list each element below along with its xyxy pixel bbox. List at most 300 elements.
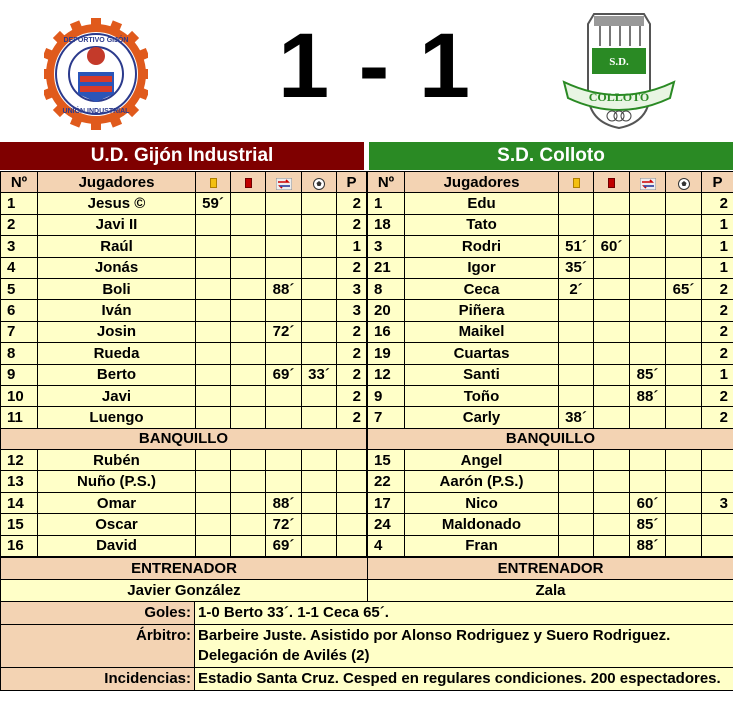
red-card-minute xyxy=(594,471,630,492)
red-card-minute xyxy=(594,514,630,535)
coaches-table xyxy=(0,557,733,602)
substitution-icon xyxy=(276,177,292,189)
player-points xyxy=(702,471,733,492)
referee-label: Árbitro: xyxy=(1,625,195,668)
goal-minute xyxy=(302,343,337,364)
bench-heading: BANQUILLO xyxy=(368,428,733,449)
yellow-card-icon xyxy=(573,178,580,188)
yellow-card-minute: 2´ xyxy=(559,278,594,299)
home-team-name: U.D. Gijón Industrial xyxy=(0,142,364,170)
player-name: Oscar xyxy=(38,514,196,535)
away-roster-table xyxy=(367,171,733,557)
player-row xyxy=(368,257,733,278)
goal-minute: 65´ xyxy=(666,278,702,299)
player-name: Aarón (P.S.) xyxy=(405,471,559,492)
player-number: 15 xyxy=(1,514,38,535)
svg-text:COLLOTO: COLLOTO xyxy=(588,90,650,104)
player-name: Boli xyxy=(38,278,196,299)
red-card-minute xyxy=(231,278,266,299)
red-column-header xyxy=(231,172,266,193)
substitution-minute: 85´ xyxy=(630,364,666,385)
goal-minute xyxy=(666,236,702,257)
home-coach-name: Javier González xyxy=(1,580,368,602)
yellow-card-minute xyxy=(559,514,594,535)
yellow-card-minute xyxy=(196,236,231,257)
player-number: 3 xyxy=(368,236,405,257)
player-number: 6 xyxy=(1,300,38,321)
red-card-minute xyxy=(231,257,266,278)
player-name: Omar xyxy=(38,492,196,513)
player-row xyxy=(368,193,733,214)
player-name: Josin xyxy=(38,321,196,342)
player-points: 1 xyxy=(702,364,733,385)
player-name: Toño xyxy=(405,385,559,406)
player-name: Rueda xyxy=(38,343,196,364)
substitution-minute xyxy=(630,278,666,299)
scoreboard xyxy=(265,15,485,117)
player-name: Tato xyxy=(405,214,559,235)
substitution-minute xyxy=(630,257,666,278)
yellow-card-minute: 38´ xyxy=(559,407,594,428)
player-name: Cuartas xyxy=(405,343,559,364)
home-score: 1 xyxy=(277,15,332,117)
yellow-card-minute xyxy=(559,471,594,492)
player-points: 2 xyxy=(702,278,733,299)
goal-minute xyxy=(302,236,337,257)
points-column-header: P xyxy=(337,172,367,193)
player-name: Raúl xyxy=(38,236,196,257)
player-number: 4 xyxy=(1,257,38,278)
goal-minute xyxy=(666,193,702,214)
yellow-card-minute xyxy=(196,385,231,406)
player-number: 20 xyxy=(368,300,405,321)
player-number: 21 xyxy=(368,257,405,278)
roster-column-header xyxy=(1,172,367,193)
player-points: 2 xyxy=(337,407,367,428)
goal-minute xyxy=(302,450,337,471)
player-row xyxy=(368,471,733,492)
score-separator: - xyxy=(358,15,392,117)
goal-minute xyxy=(666,450,702,471)
red-card-minute xyxy=(231,385,266,406)
points-column-header: P xyxy=(702,172,733,193)
substitution-minute: 88´ xyxy=(630,385,666,406)
substitution-minute xyxy=(266,407,302,428)
player-points xyxy=(337,514,367,535)
yellow-card-minute xyxy=(196,321,231,342)
referee-value xyxy=(195,625,733,668)
player-points: 2 xyxy=(337,257,367,278)
yellow-card-minute xyxy=(559,300,594,321)
player-name: Maldonado xyxy=(405,514,559,535)
red-card-minute xyxy=(231,193,266,214)
svg-text:UNIÓN INDUSTRIAL: UNIÓN INDUSTRIAL xyxy=(62,108,130,115)
red-card-minute xyxy=(594,450,630,471)
player-points xyxy=(702,514,733,535)
yellow-card-minute: 35´ xyxy=(559,257,594,278)
goal-minute xyxy=(302,514,337,535)
player-row xyxy=(368,214,733,235)
goal-minute xyxy=(302,471,337,492)
goal-minute xyxy=(302,257,337,278)
red-card-minute xyxy=(231,471,266,492)
substitution-minute xyxy=(630,471,666,492)
player-number: 12 xyxy=(1,450,38,471)
red-card-minute xyxy=(594,407,630,428)
player-points: 3 xyxy=(702,492,733,513)
player-number: 1 xyxy=(368,193,405,214)
svg-text:DEPORTIVO GIJÓN: DEPORTIVO GIJÓN xyxy=(63,37,129,44)
goal-minute xyxy=(666,300,702,321)
goal-minute xyxy=(666,471,702,492)
player-row xyxy=(368,300,733,321)
match-details-table xyxy=(0,601,733,691)
yellow-card-minute xyxy=(559,364,594,385)
substitution-minute xyxy=(266,214,302,235)
player-points: 2 xyxy=(337,364,367,385)
player-name: Rubén xyxy=(38,450,196,471)
player-name: Iván xyxy=(38,300,196,321)
player-points: 2 xyxy=(702,300,733,321)
player-points: 2 xyxy=(702,343,733,364)
player-row xyxy=(1,535,367,556)
yellow-card-minute xyxy=(196,300,231,321)
substitution-minute: 72´ xyxy=(266,321,302,342)
substitution-minute xyxy=(266,193,302,214)
goal-minute xyxy=(666,385,702,406)
yellow-card-minute xyxy=(196,535,231,556)
red-card-minute xyxy=(594,535,630,556)
player-row xyxy=(1,471,367,492)
yellow-card-minute: 59´ xyxy=(196,193,231,214)
player-number: 18 xyxy=(368,214,405,235)
player-row xyxy=(1,300,367,321)
red-card-minute xyxy=(231,236,266,257)
goal-minute xyxy=(302,300,337,321)
yellow-card-minute xyxy=(196,364,231,385)
player-number: 15 xyxy=(368,450,405,471)
player-row xyxy=(368,278,733,299)
substitution-minute: 88´ xyxy=(266,492,302,513)
player-row xyxy=(1,364,367,385)
player-number: 9 xyxy=(368,385,405,406)
away-coach-name: Zala xyxy=(368,580,733,602)
goal-minute xyxy=(666,321,702,342)
player-name: Santi xyxy=(405,364,559,385)
red-card-minute xyxy=(231,407,266,428)
yellow-card-minute xyxy=(196,257,231,278)
substitution-minute: 85´ xyxy=(630,514,666,535)
yellow-column-header xyxy=(559,172,594,193)
svg-text:S.D.: S.D. xyxy=(609,56,629,68)
player-row xyxy=(1,450,367,471)
home-roster-table xyxy=(0,171,367,557)
red-card-minute xyxy=(231,321,266,342)
player-row xyxy=(1,385,367,406)
player-number: 10 xyxy=(1,385,38,406)
player-points: 2 xyxy=(702,321,733,342)
player-points xyxy=(702,450,733,471)
red-card-minute xyxy=(231,364,266,385)
goals-value: 1-0 Berto 33´. 1-1 Ceca 65´. xyxy=(195,602,733,625)
yellow-card-minute xyxy=(196,343,231,364)
player-row xyxy=(1,257,367,278)
red-column-header xyxy=(594,172,630,193)
goal-minute xyxy=(302,385,337,406)
sub-column-header xyxy=(630,172,666,193)
yellow-card-minute xyxy=(559,450,594,471)
red-card-minute xyxy=(594,364,630,385)
substitution-minute xyxy=(630,300,666,321)
player-name: Rodri xyxy=(405,236,559,257)
player-number: 7 xyxy=(368,407,405,428)
player-row xyxy=(368,535,733,556)
goal-minute xyxy=(302,193,337,214)
yellow-card-minute xyxy=(196,514,231,535)
player-number: 4 xyxy=(368,535,405,556)
ball-column-header xyxy=(302,172,337,193)
goal-minute xyxy=(302,407,337,428)
goal-minute xyxy=(666,492,702,513)
yellow-card-minute: 51´ xyxy=(559,236,594,257)
yellow-card-minute xyxy=(559,492,594,513)
player-number: 8 xyxy=(368,278,405,299)
player-row xyxy=(368,514,733,535)
player-row xyxy=(368,343,733,364)
player-number: 8 xyxy=(1,343,38,364)
player-row xyxy=(1,236,367,257)
away-score: 1 xyxy=(418,15,473,117)
player-name: Maikel xyxy=(405,321,559,342)
substitution-minute xyxy=(630,407,666,428)
red-card-minute xyxy=(594,257,630,278)
yellow-card-minute xyxy=(559,193,594,214)
goal-minute xyxy=(666,407,702,428)
player-row xyxy=(1,321,367,342)
substitution-minute xyxy=(630,321,666,342)
player-points: 1 xyxy=(702,257,733,278)
yellow-card-minute xyxy=(196,471,231,492)
player-number: 9 xyxy=(1,364,38,385)
ball-icon xyxy=(678,177,690,189)
player-number: 16 xyxy=(368,321,405,342)
goals-label: Goles: xyxy=(1,602,195,625)
player-points: 2 xyxy=(337,321,367,342)
yellow-card-minute xyxy=(559,214,594,235)
red-card-minute xyxy=(231,300,266,321)
player-points: 2 xyxy=(702,193,733,214)
red-card-minute xyxy=(231,450,266,471)
red-card-minute xyxy=(594,193,630,214)
player-number: 5 xyxy=(1,278,38,299)
referee-line-1: Barbeire Juste. Asistido por Alonso Rodriguez y Suero Rodriguez. xyxy=(198,627,671,644)
substitution-minute xyxy=(630,450,666,471)
gijon-industrial-crest xyxy=(44,12,148,136)
player-row xyxy=(1,492,367,513)
player-points: 3 xyxy=(337,300,367,321)
player-name: Piñera xyxy=(405,300,559,321)
players-column-header: Jugadores xyxy=(405,172,559,193)
player-number: 13 xyxy=(1,471,38,492)
player-row xyxy=(1,514,367,535)
yellow-column-header xyxy=(196,172,231,193)
substitution-minute xyxy=(266,343,302,364)
goal-minute xyxy=(666,535,702,556)
red-card-icon xyxy=(608,178,615,188)
red-card-minute xyxy=(594,385,630,406)
substitution-minute xyxy=(266,471,302,492)
player-points: 2 xyxy=(337,214,367,235)
yellow-card-minute xyxy=(196,278,231,299)
player-name: Jonás xyxy=(38,257,196,278)
player-number: 19 xyxy=(368,343,405,364)
player-name: David xyxy=(38,535,196,556)
player-number: 22 xyxy=(368,471,405,492)
player-points: 1 xyxy=(702,214,733,235)
goal-minute xyxy=(666,343,702,364)
player-row xyxy=(368,492,733,513)
player-number: 2 xyxy=(1,214,38,235)
player-row xyxy=(368,321,733,342)
player-number: 12 xyxy=(368,364,405,385)
red-card-minute xyxy=(594,343,630,364)
player-points xyxy=(337,471,367,492)
red-card-minute xyxy=(594,321,630,342)
goal-minute xyxy=(666,514,702,535)
substitution-minute: 69´ xyxy=(266,535,302,556)
player-points: 2 xyxy=(702,407,733,428)
player-points: 2 xyxy=(702,385,733,406)
substitution-minute xyxy=(630,236,666,257)
sub-column-header xyxy=(266,172,302,193)
colloto-crest xyxy=(560,12,678,130)
substitution-minute xyxy=(630,214,666,235)
player-row xyxy=(368,385,733,406)
player-row xyxy=(368,407,733,428)
player-points: 1 xyxy=(702,236,733,257)
red-card-minute xyxy=(231,492,266,513)
goal-minute xyxy=(666,257,702,278)
red-card-minute xyxy=(231,214,266,235)
goal-minute xyxy=(302,321,337,342)
yellow-card-minute xyxy=(196,450,231,471)
red-card-minute xyxy=(594,300,630,321)
player-name: Javi xyxy=(38,385,196,406)
player-name: Nico xyxy=(405,492,559,513)
number-column-header: Nº xyxy=(1,172,38,193)
player-name: Javi II xyxy=(38,214,196,235)
substitution-minute: 88´ xyxy=(266,278,302,299)
player-row xyxy=(368,450,733,471)
bench-section-row xyxy=(368,428,733,449)
player-number: 1 xyxy=(1,193,38,214)
yellow-card-minute xyxy=(196,492,231,513)
player-row xyxy=(1,214,367,235)
goal-minute xyxy=(302,214,337,235)
player-number: 7 xyxy=(1,321,38,342)
substitution-minute: 88´ xyxy=(630,535,666,556)
bench-heading: BANQUILLO xyxy=(1,428,367,449)
substitution-minute xyxy=(266,300,302,321)
substitution-minute: 60´ xyxy=(630,492,666,513)
player-name: Edu xyxy=(405,193,559,214)
referee-line-2: Delegación de Avilés (2) xyxy=(198,647,370,664)
goal-minute xyxy=(302,535,337,556)
goal-minute xyxy=(666,364,702,385)
match-header xyxy=(0,0,733,140)
player-number: 24 xyxy=(368,514,405,535)
bench-section-row xyxy=(1,428,367,449)
player-row xyxy=(368,364,733,385)
player-name: Jesus © xyxy=(38,193,196,214)
substitution-icon xyxy=(640,177,656,189)
yellow-card-minute xyxy=(559,535,594,556)
yellow-card-icon xyxy=(210,178,217,188)
player-row xyxy=(1,407,367,428)
home-coach-heading: ENTRENADOR xyxy=(1,558,368,580)
player-row xyxy=(1,343,367,364)
incidents-value: Estadio Santa Cruz. Cesped en regulares condiciones. 200 espectadores. xyxy=(195,668,733,691)
player-name: Igor xyxy=(405,257,559,278)
red-card-minute xyxy=(231,343,266,364)
substitution-minute xyxy=(630,193,666,214)
player-row xyxy=(368,236,733,257)
player-name: Angel xyxy=(405,450,559,471)
player-points xyxy=(337,492,367,513)
players-column-header: Jugadores xyxy=(38,172,196,193)
player-number: 3 xyxy=(1,236,38,257)
player-points: 2 xyxy=(337,385,367,406)
yellow-card-minute xyxy=(196,407,231,428)
substitution-minute: 72´ xyxy=(266,514,302,535)
substitution-minute xyxy=(266,236,302,257)
red-card-minute xyxy=(231,535,266,556)
substitution-minute xyxy=(266,450,302,471)
player-points: 3 xyxy=(337,278,367,299)
player-points: 1 xyxy=(337,236,367,257)
substitution-minute: 69´ xyxy=(266,364,302,385)
yellow-card-minute xyxy=(559,343,594,364)
player-points xyxy=(337,450,367,471)
red-card-minute: 60´ xyxy=(594,236,630,257)
number-column-header: Nº xyxy=(368,172,405,193)
red-card-minute xyxy=(594,278,630,299)
player-points xyxy=(337,535,367,556)
goal-minute xyxy=(302,492,337,513)
player-name: Nuño (P.S.) xyxy=(38,471,196,492)
red-card-icon xyxy=(245,178,252,188)
red-card-minute xyxy=(231,514,266,535)
yellow-card-minute xyxy=(559,385,594,406)
yellow-card-minute xyxy=(196,214,231,235)
player-name: Fran xyxy=(405,535,559,556)
incidents-label: Incidencias: xyxy=(1,668,195,691)
player-number: 14 xyxy=(1,492,38,513)
player-name: Carly xyxy=(405,407,559,428)
player-points xyxy=(702,535,733,556)
away-coach-heading: ENTRENADOR xyxy=(368,558,733,580)
player-points: 2 xyxy=(337,343,367,364)
player-points: 2 xyxy=(337,193,367,214)
ball-icon xyxy=(313,177,325,189)
player-name: Berto xyxy=(38,364,196,385)
player-number: 16 xyxy=(1,535,38,556)
roster-column-header xyxy=(368,172,733,193)
red-card-minute xyxy=(594,492,630,513)
player-row xyxy=(1,278,367,299)
player-row xyxy=(1,193,367,214)
goal-minute xyxy=(666,214,702,235)
